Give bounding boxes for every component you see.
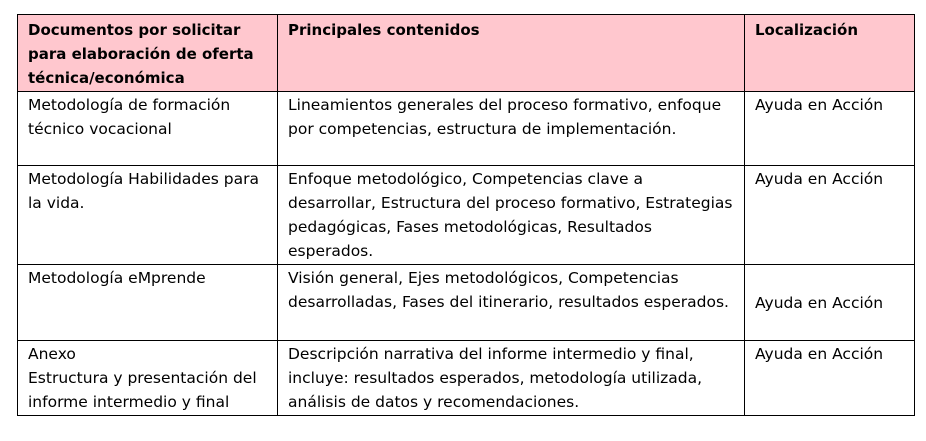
header-contenidos: Principales contenidos <box>278 15 745 92</box>
cell-localizacion: Ayuda en Acción <box>745 341 915 416</box>
cell-contenidos: Enfoque metodológico, Competencias clave a desarrollar, Estructura del proceso formativo, Estrategias pedagógicas, Fases metodológicas, Resultados esperados. <box>278 166 745 265</box>
cell-documento: Metodología Habilidades para la vida. <box>18 166 278 265</box>
cell-contenidos: Lineamientos generales del proceso formativo, enfoque por competencias, estructura de implementación. <box>278 92 745 166</box>
cell-documento <box>18 341 278 416</box>
table-row <box>18 265 915 341</box>
documento-anexo-label: Anexo <box>28 345 76 363</box>
documento-anexo-title: Estructura y presentación del informe intermedio y final <box>28 369 257 411</box>
cell-localizacion: Ayuda en Acción <box>745 265 915 341</box>
table-row <box>18 92 915 166</box>
header-localizacion: Localización <box>745 15 915 92</box>
cell-contenidos: Descripción narrativa del informe intermedio y final, incluye: resultados esperados, metodología utilizada, análisis de datos y recomendaciones. <box>278 341 745 416</box>
table-row <box>18 341 915 416</box>
cell-localizacion: Ayuda en Acción <box>745 92 915 166</box>
table-row <box>18 166 915 265</box>
cell-documento: Metodología de formación técnico vocacional <box>18 92 278 166</box>
cell-localizacion: Ayuda en Acción <box>745 166 915 265</box>
table-header-row <box>18 15 915 92</box>
cell-documento: Metodología eMprende <box>18 265 278 341</box>
header-documentos: Documentos por solicitar para elaboración de oferta técnica/económica <box>18 15 278 92</box>
cell-contenidos: Visión general, Ejes metodológicos, Competencias desarrolladas, Fases del itinerario, resultados esperados. <box>278 265 745 341</box>
documents-table <box>17 14 915 416</box>
